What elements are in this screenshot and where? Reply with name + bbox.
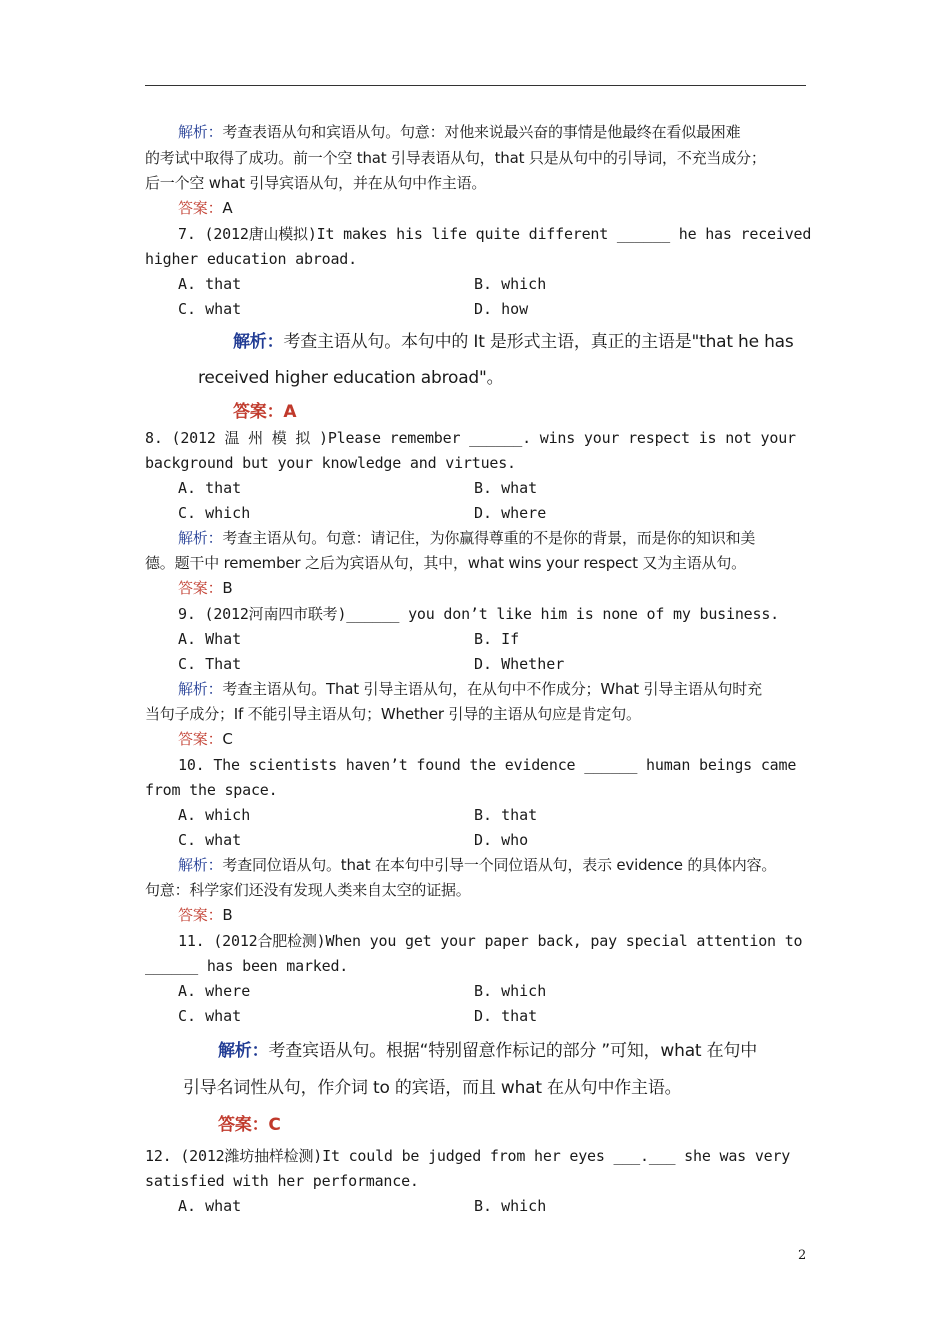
q11-option-b: B. which bbox=[474, 982, 547, 1000]
q10-analysis-label: 解析： bbox=[178, 856, 223, 874]
q11-stem-line1: 11. (2012合肥检测)When you get your paper back, pay special attention to bbox=[178, 932, 803, 950]
q7-stem-line1: 7. (2012唐山模拟)It makes his life quite different ______ he has received bbox=[178, 225, 812, 243]
q11-answer-label: 答案： bbox=[218, 1115, 269, 1135]
q8-option-a: A. that bbox=[178, 479, 242, 497]
q7-option-c: C. what bbox=[178, 300, 242, 318]
q9-stem-line1: 9. (2012河南四市联考)______ you don’t like him is none of my business. bbox=[178, 605, 779, 623]
q9-option-b: B. If bbox=[474, 630, 520, 648]
q10-option-b: B. that bbox=[474, 806, 538, 824]
q6-analysis-line1: 解析：考查表语从句和宾语从句。句意：对他来说最兴奋的事情是他最终在看似最困难 bbox=[178, 123, 741, 141]
q7-analysis-label: 解析： bbox=[233, 332, 284, 352]
q12-option-a: A. what bbox=[178, 1197, 242, 1215]
q11-option-c: C. what bbox=[178, 1007, 242, 1025]
q6-analysis-label: 解析： bbox=[178, 123, 223, 141]
q10-stem-line1: 10. The scientists haven’t found the evidence ______ human beings came bbox=[178, 756, 797, 774]
q7-answer: 答案：A bbox=[233, 402, 297, 422]
q7-option-a: A. that bbox=[178, 275, 242, 293]
q10-stem-line2: from the space. bbox=[145, 781, 278, 799]
q8-option-d: D. where bbox=[474, 504, 547, 522]
q10-analysis-line1: 解析：考查同位语从句。that 在本句中引导一个同位语从句，表示 evidence 的具体内容。 bbox=[178, 856, 777, 874]
q8-stem-line1: 8. (2012 温 州 模 拟 )Please remember ______. wins your respect is not your bbox=[145, 429, 796, 447]
q8-analysis-label: 解析： bbox=[178, 529, 223, 547]
q9-answer-label: 答案： bbox=[178, 730, 223, 748]
q9-option-a: A. What bbox=[178, 630, 242, 648]
q6-answer-label: 答案： bbox=[178, 199, 223, 217]
header-rule bbox=[145, 85, 806, 86]
q10-option-d: D. who bbox=[474, 831, 529, 849]
q7-analysis-line2: received higher education abroad"。 bbox=[198, 368, 504, 388]
q8-answer: 答案：B bbox=[178, 579, 233, 597]
q7-analysis-line1: 解析：考查主语从句。本句中的 It 是形式主语，真正的主语是"that he has bbox=[233, 332, 794, 352]
q11-stem-line2: ______ has been marked. bbox=[145, 957, 349, 975]
q6-answer: 答案：A bbox=[178, 199, 233, 217]
q9-analysis-label: 解析： bbox=[178, 680, 223, 698]
q10-option-a: A. which bbox=[178, 806, 251, 824]
q8-option-c: C. which bbox=[178, 504, 251, 522]
q12-stem-line1: 12. (2012潍坊抽样检测)It could be judged from her eyes ___.___ she was very bbox=[145, 1147, 791, 1165]
q12-option-b: B. which bbox=[474, 1197, 547, 1215]
q9-analysis-line2: 当句子成分；If 不能引导主语从句；Whether 引导的主语从句应是肯定句。 bbox=[145, 705, 641, 723]
q10-option-c: C. what bbox=[178, 831, 242, 849]
q7-answer-label: 答案： bbox=[233, 402, 284, 422]
q7-option-b: B. which bbox=[474, 275, 547, 293]
q8-option-b: B. what bbox=[474, 479, 538, 497]
q6-analysis-line2: 的考试中取得了成功。前一个空 that 引导表语从句，that 只是从句中的引导词，不充当成分； bbox=[145, 149, 766, 167]
q12-stem-line2: satisfied with her performance. bbox=[145, 1172, 419, 1190]
q10-answer: 答案：B bbox=[178, 906, 233, 924]
q11-analysis-label: 解析： bbox=[218, 1041, 269, 1061]
q8-analysis-line1: 解析：考查主语从句。句意：请记住，为你赢得尊重的不是你的背景，而是你的知识和美 bbox=[178, 529, 756, 547]
q9-analysis-line1: 解析：考查主语从句。That 引导主语从句，在从句中不作成分；What 引导主语从句时充 bbox=[178, 680, 762, 698]
q11-answer: 答案：C bbox=[218, 1115, 281, 1135]
q7-option-d: D. how bbox=[474, 300, 529, 318]
q11-option-d: D. that bbox=[474, 1007, 538, 1025]
q11-option-a: A. where bbox=[178, 982, 251, 1000]
q8-answer-label: 答案： bbox=[178, 579, 223, 597]
page-number: 2 bbox=[798, 1248, 807, 1263]
q8-stem-line2: background but your knowledge and virtues. bbox=[145, 454, 516, 472]
q9-answer: 答案：C bbox=[178, 730, 233, 748]
q6-analysis-line3: 后一个空 what 引导宾语从句，并在从句中作主语。 bbox=[145, 174, 487, 192]
q11-analysis-line1: 解析：考查宾语从句。根据“特别留意作标记的部分 ”可知，what 在句中 bbox=[218, 1041, 757, 1061]
q9-option-c: C. That bbox=[178, 655, 242, 673]
q8-analysis-line2: 德。题干中 remember 之后为宾语从句，其中，what wins your respect 又为主语从句。 bbox=[145, 554, 746, 572]
q9-option-d: D. Whether bbox=[474, 655, 565, 673]
q10-analysis-line2: 句意：科学家们还没有发现人类来自太空的证据。 bbox=[145, 881, 471, 899]
q7-stem-line2: higher education abroad. bbox=[145, 250, 357, 268]
q10-answer-label: 答案： bbox=[178, 906, 223, 924]
q11-analysis-line2: 引导名词性从句，作介词 to 的宾语，而且 what 在从句中作主语。 bbox=[183, 1078, 682, 1098]
